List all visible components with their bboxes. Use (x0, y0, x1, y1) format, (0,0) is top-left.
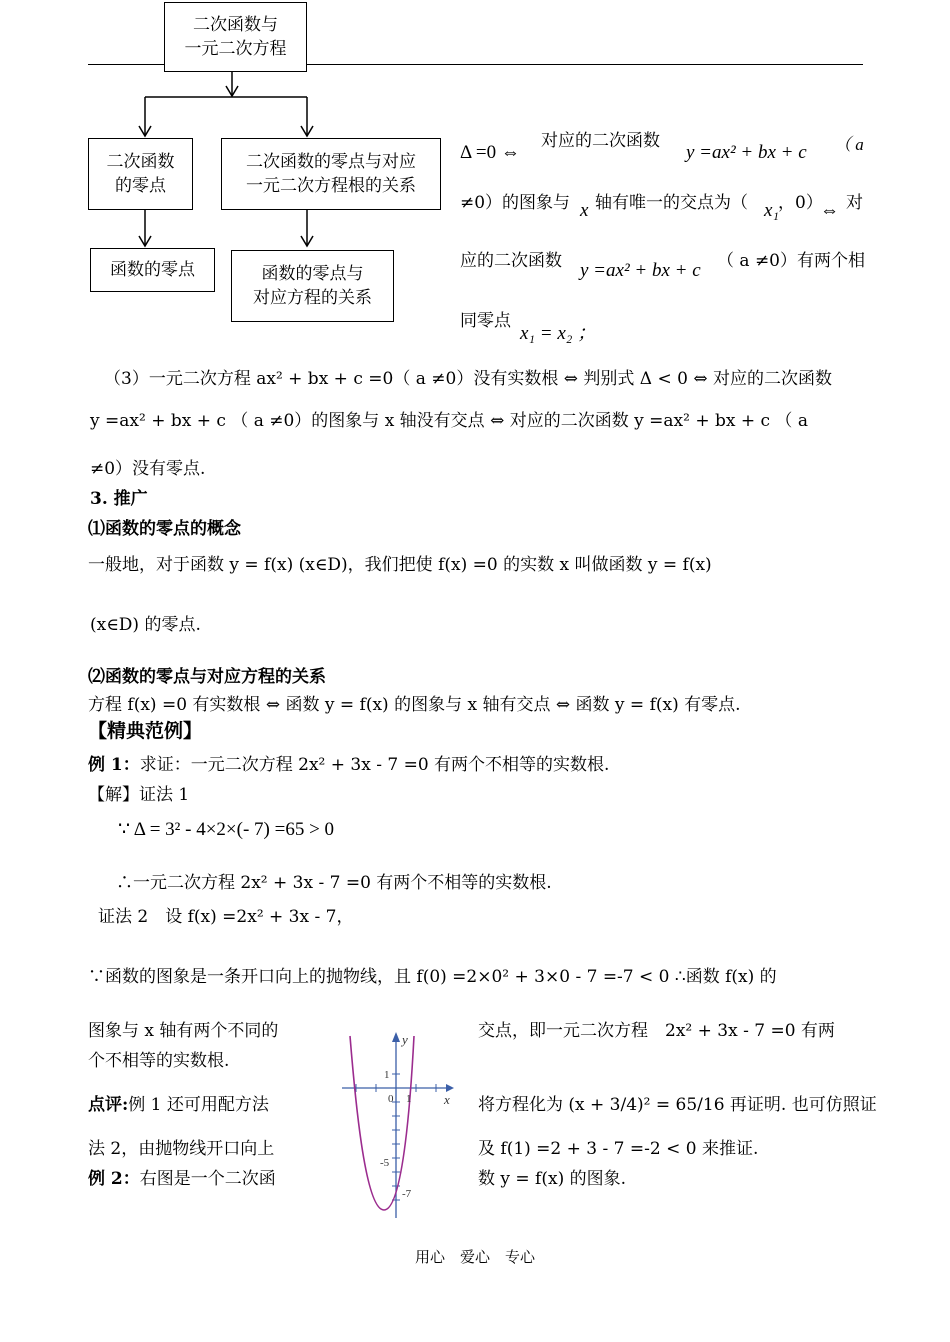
section3-sub2: ⑵函数的零点与对应方程的关系 (88, 667, 326, 687)
example1-label: 例 1： (88, 755, 140, 775)
diagram-left-sub-box (90, 248, 215, 292)
section3-sub1: ⑴函数的零点的概念 (88, 519, 241, 539)
comment-left-text: 例 1 还可用配方法 (128, 1095, 269, 1115)
diagram-mid-box (221, 138, 441, 210)
side-l1-paren: （ a (834, 135, 864, 154)
mid-sub-box-line2: 对应方程的关系 (253, 288, 372, 308)
example2-right: 数 y = f(x) 的图象. (478, 1169, 627, 1189)
example1-text: 求证：一元二次方程 2x² + 3x - 7 =0 有两个不相等的实数根. (139, 755, 610, 775)
diagram-left-box (88, 138, 193, 210)
left-box-line1: 二次函数 (106, 152, 175, 172)
side-l1-math: Δ =0 ⇔ (460, 142, 520, 163)
side-l2-x1: x₁ (764, 200, 780, 221)
left-sub-box-label: 函数的零点 (110, 260, 195, 280)
left-box-line2: 的零点 (115, 176, 166, 196)
side-l3-text1: 应的二次函数 (460, 251, 562, 271)
right-line3: 及 f(1) =2 + 3 - 7 =-2 < 0 来推证. (478, 1139, 759, 1159)
example2-label: 例 2： (88, 1169, 140, 1189)
graph-x-arrow (446, 1084, 454, 1092)
section3-def-line2: (x∈D) 的零点. (90, 615, 201, 635)
side-l2-text2: 轴有唯一的交点为（ (595, 193, 748, 213)
comment-right-line: 将方程化为 (x + 3/4)² = 65/16 再证明. 也可仿照证 (478, 1095, 877, 1115)
para3-line3: ≠0）没有零点. (90, 459, 206, 479)
graph-label-m5: -5 (380, 1157, 390, 1169)
graph-label-1y: 1 (384, 1069, 390, 1081)
examples-heading: 【精典范例】 (88, 720, 203, 742)
left-col-line1: 图象与 x 轴有两个不同的 (88, 1021, 279, 1041)
example2-left (88, 1164, 276, 1189)
therefore-line-1: ∴一元二次方程 2x² + 3x - 7 =0 有两个不相等的实数根. (116, 873, 552, 893)
graph-label-y: y (402, 1032, 408, 1047)
comment-left-line (88, 1090, 269, 1115)
mid-box-line2: 一元二次方程根的关系 (246, 176, 416, 196)
left-line3: 法 2，由抛物线开口向上 (88, 1139, 275, 1159)
side-l2-iff: ⇔ (820, 200, 839, 221)
side-l2-text3: ，0） (778, 193, 823, 213)
left-col-line2: 个不相等的实数根. (88, 1051, 230, 1071)
section3-def-line1: 一般地，对于函数 y = f(x) (x∈D)，我们把使 f(x) =0 的实数 x 叫做函数 y = f(x) (88, 555, 712, 575)
comment-label: 点评: (88, 1095, 129, 1115)
right-col-line1: 交点，即一元二次方程 2x² + 3x - 7 =0 有两 (478, 1021, 835, 1041)
para3-line1: （3）一元二次方程 ax² + bx + c =0（ a ≠0）没有实数根 ⇔ 判别式 Δ < 0 ⇔ 对应的二次函数 (104, 369, 832, 389)
graph-label-m7: -7 (402, 1188, 412, 1200)
proof2-line: 证法 2 设 f(x) =2x² + 3x - 7， (98, 907, 354, 927)
top-box-line2: 一元二次方程 (184, 39, 287, 59)
side-l3-formula: y =ax² + bx + c (580, 260, 701, 281)
side-l1-formula: y =ax² + bx + c (686, 142, 807, 163)
diagram-connectors (0, 0, 460, 260)
graph-y-arrow (392, 1032, 400, 1042)
mid-sub-box-line1: 函数的零点与 (261, 264, 364, 284)
since-line-1: ∵ Δ = 3² - 4×2×(- 7) =65 > 0 (118, 819, 335, 840)
section3-heading: 3. 推广 (90, 489, 148, 509)
mid-box-line1: 二次函数的零点与对应 (246, 152, 416, 172)
para3-line2: y =ax² + bx + c （ a ≠0）的图象与 x 轴没有交点 ⇔ 对应的二次函数 y =ax² + bx + c （ a (90, 411, 808, 431)
side-l2-x: x (580, 200, 589, 221)
diagram-mid-sub-box (231, 250, 394, 322)
example2-left-text: 右图是一个二次函 (139, 1169, 276, 1189)
graph-label-x: x (444, 1092, 450, 1107)
parabola-graph (336, 1030, 458, 1222)
side-l2-text1: ≠0）的图象与 (460, 193, 571, 213)
page-footer: 用心 爱心 专心 (414, 1248, 535, 1266)
side-l2-text4: 对 (846, 193, 863, 213)
graph-label-1x: 1 (406, 1093, 412, 1105)
graph-label-0: 0 (388, 1093, 394, 1105)
side-l4-formula: x₁ = x₂ ； (520, 323, 597, 344)
graph-parabola-curve (350, 1036, 414, 1210)
side-l1-text: 对应的二次函数 (541, 131, 660, 151)
solution-label: 【解】证法 1 (88, 785, 190, 805)
section3-rel-line: 方程 f(x) =0 有实数根 ⇔ 函数 y = f(x) 的图象与 x 轴有交点 ⇔ 函数 y = f(x) 有零点. (88, 695, 741, 715)
side-l4-text: 同零点 (460, 311, 511, 331)
top-box-line1: 二次函数与 (193, 15, 278, 35)
example1 (88, 750, 609, 775)
since-line-2: ∵函数的图象是一条开口向上的抛物线，且 f(0) =2×0² + 3×0 - 7 =-7 < 0 ∴函数 f(x) 的 (88, 967, 777, 987)
side-l3-text2: （ a ≠0）有两个相 (717, 251, 866, 271)
